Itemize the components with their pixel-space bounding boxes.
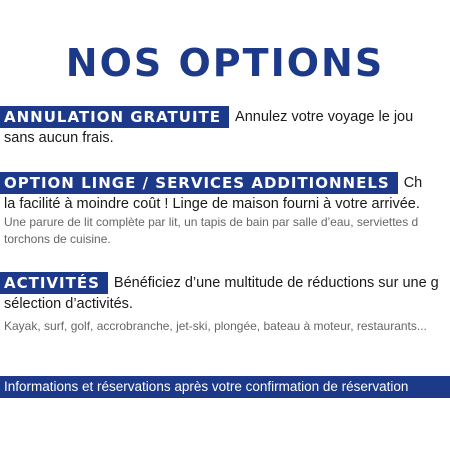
section-linge — [0, 172, 422, 194]
section-line-activites: sélection d’activités. — [4, 296, 133, 312]
section-label-linge: OPTION LINGE / SERVICES ADDITIONNELS — [0, 172, 398, 194]
section-activites — [0, 272, 439, 294]
section-line-linge: la facilité à moindre coût ! Linge de maison fourni à votre arrivée. — [4, 196, 420, 212]
section-lead-annulation: Annulez votre voyage le jou — [235, 109, 414, 125]
section-sub-activites: Kayak, surf, golf, accrobranche, jet-ski, plongée, bateau à moteur, restaurants... — [4, 319, 427, 333]
section-annulation — [0, 106, 413, 128]
page-title: NOS OPTIONS — [65, 41, 385, 85]
section-label-activites: ACTIVITÉS — [0, 272, 108, 294]
section-lead-linge: Ch — [403, 175, 423, 191]
section-sub-linge-1: Une parure de lit complète par lit, un tapis de bain par salle d’eau, serviettes d — [4, 215, 419, 229]
info-banner: Informations et réservations après votre confirmation de réservation — [0, 376, 450, 398]
section-sub-linge-2: torchons de cuisine. — [4, 232, 111, 246]
section-lead-activites: Bénéficiez d’une multitude de réductions sur une g — [113, 275, 439, 291]
section-line-annulation: sans aucun frais. — [4, 130, 114, 146]
section-label-annulation: ANNULATION GRATUITE — [0, 106, 229, 128]
